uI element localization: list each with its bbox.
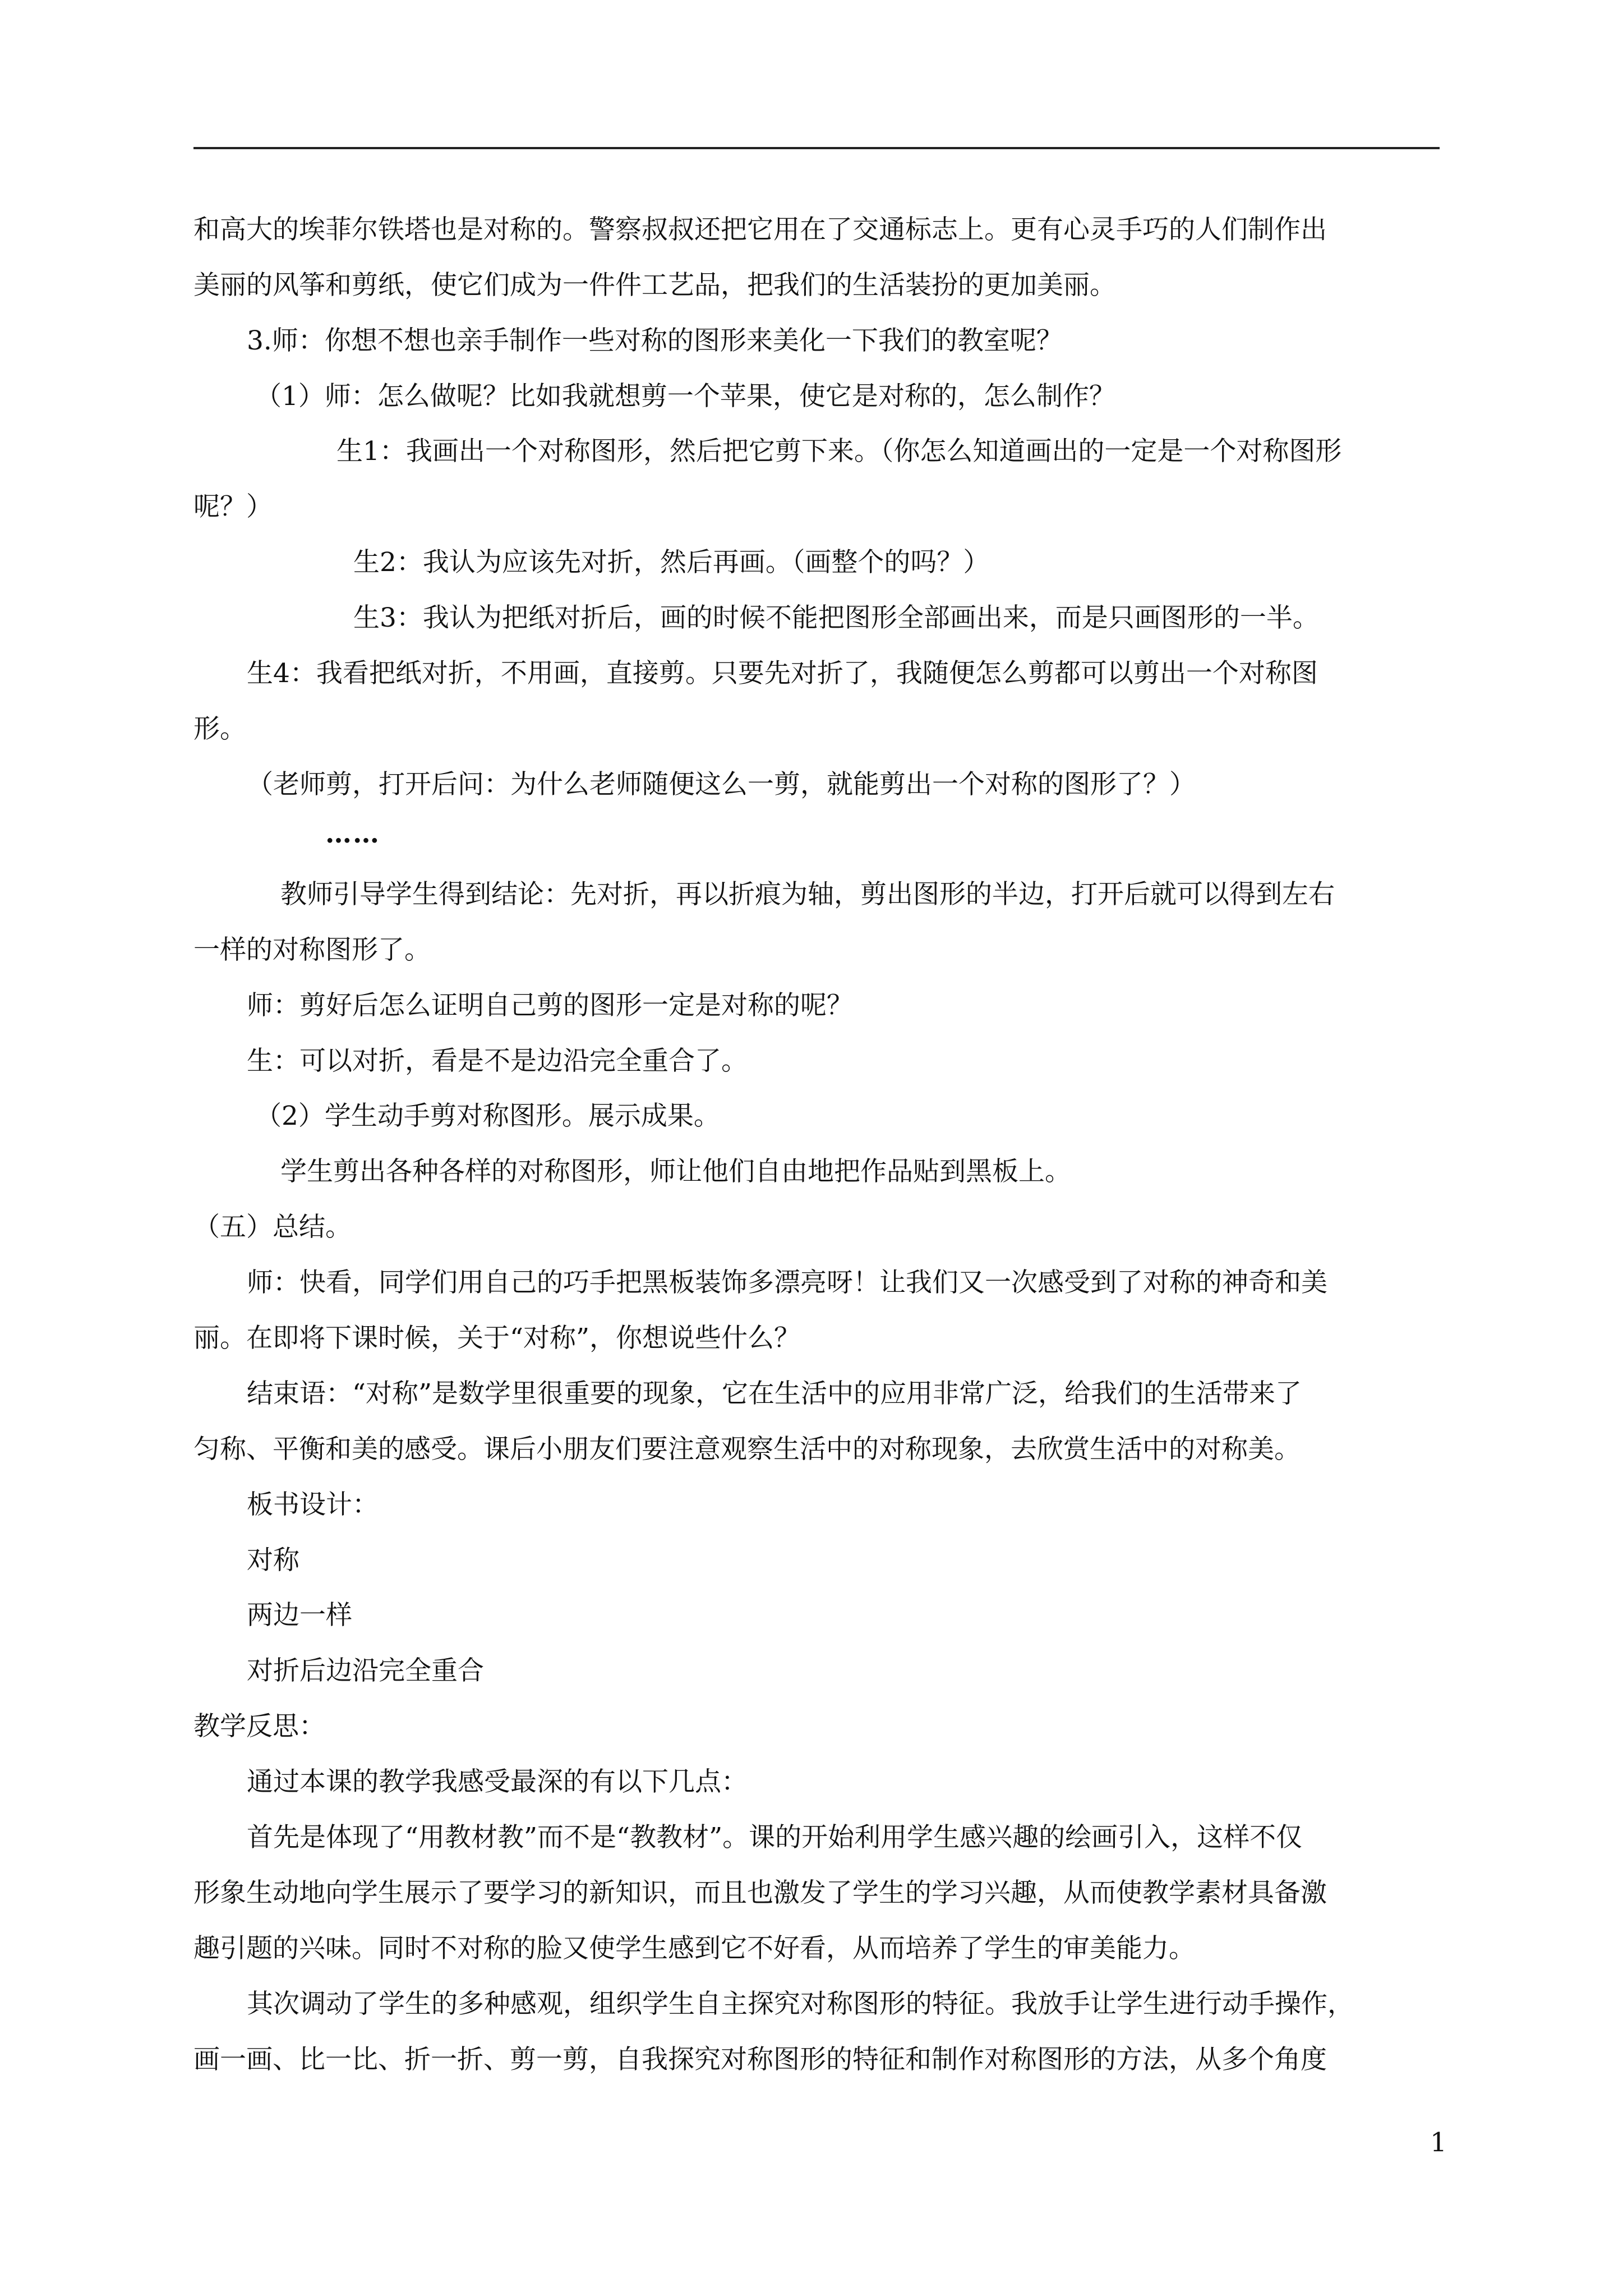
paragraph-line: （1）师：怎么做呢？比如我就想剪一个苹果，使它是对称的，怎么制作？: [255, 381, 1115, 412]
paragraph-line: 教师引导学生得到结论：先对折，再以折痕为轴，剪出图形的半边，打开后就可以得到左右: [280, 879, 1335, 910]
paragraph-line: 画一画、比一比、折一折、剪一剪，自我探究对称图形的特征和制作对称图形的方法，从多个角度: [193, 2044, 1327, 2075]
paragraph-line: 形象生动地向学生展示了要学习的新知识，而且也激发了学生的学习兴趣，从而使教学素材具备激: [193, 1878, 1327, 1908]
paragraph-line: 首先是体现了“用教材教”而不是“教教材”。课的开始利用学生感兴趣的绘画引入，这样不仅: [247, 1822, 1303, 1853]
paragraph-line: 美丽的风筝和剪纸，使它们成为一件件工艺品，把我们的生活装扮的更加美丽。: [193, 270, 1116, 301]
paragraph-line: 一样的对称图形了。: [193, 935, 431, 965]
paragraph-line: （老师剪，打开后问：为什么老师随便这么一剪，就能剪出一个对称的图形了？）: [247, 769, 1196, 800]
paragraph-line: 呢？）: [193, 491, 273, 522]
section-heading: 教学反思：: [193, 1711, 325, 1742]
board-design-heading: 板书设计：: [247, 1489, 379, 1520]
paragraph-line: 趣引题的兴味。同时不对称的脸又使学生感到它不好看，从而培养了学生的审美能力。: [193, 1933, 1195, 1964]
board-design-item: 对称: [247, 1545, 299, 1576]
paragraph-line: 通过本课的教学我感受最深的有以下几点：: [247, 1766, 748, 1797]
page-number: 1: [1430, 2127, 1447, 2158]
paragraph-line: 和高大的埃菲尔铁塔也是对称的。警察叔叔还把它用在了交通标志上。更有心灵手巧的人们制作出: [193, 214, 1327, 245]
paragraph-line: （2）学生动手剪对称图形。展示成果。: [255, 1101, 720, 1131]
paragraph-line: 其次调动了学生的多种感观，组织学生自主探究对称图形的特征。我放手让学生进行动手操作，: [247, 1989, 1354, 2019]
paragraph-line: 丽。在即将下课时候，关于“对称”，你想说些什么？: [193, 1323, 801, 1354]
paragraph-line: 生2：我认为应该先对折，然后再画。（画整个的吗？）: [353, 547, 990, 578]
paragraph-line: 形。: [193, 714, 246, 744]
paragraph-line: 师：剪好后怎么证明自己剪的图形一定是对称的呢？: [247, 990, 853, 1021]
board-design-item: 对折后边沿完全重合: [247, 1655, 484, 1686]
section-heading: （五）总结。: [193, 1212, 352, 1243]
paragraph-line: 师：快看，同学们用自己的巧手把黑板装饰多漂亮呀！让我们又一次感受到了对称的神奇和美: [247, 1267, 1327, 1298]
paragraph-line: 结束语：“对称”是数学里很重要的现象，它在生活中的应用非常广泛，给我们的生活带来了: [247, 1378, 1302, 1409]
paragraph-line: 3.师：你想不想也亲手制作一些对称的图形来美化一下我们的教室呢？: [247, 325, 1063, 356]
paragraph-line: 生1：我画出一个对称图形，然后把它剪下来。（你怎么知道画出的一定是一个对称图形: [336, 436, 1342, 467]
paragraph-line: 匀称、平衡和美的感受。课后小朋友们要注意观察生活中的对称现象，去欣赏生活中的对称美。: [193, 1434, 1301, 1465]
paragraph-line: 生3：我认为把纸对折后，画的时候不能把图形全部画出来，而是只画图形的一半。: [353, 602, 1319, 633]
paragraph-line: 生4：我看把纸对折，不用画，直接剪。只要先对折了，我随便怎么剪都可以剪出一个对称图: [247, 658, 1318, 689]
paragraph-line: 生：可以对折，看是不是边沿完全重合了。: [247, 1046, 748, 1076]
ellipsis-line: ……: [325, 818, 380, 849]
header-rule: [193, 147, 1440, 149]
board-design-item: 两边一样: [247, 1600, 352, 1631]
paragraph-line: 学生剪出各种各样的对称图形，师让他们自由地把作品贴到黑板上。: [280, 1156, 1071, 1187]
